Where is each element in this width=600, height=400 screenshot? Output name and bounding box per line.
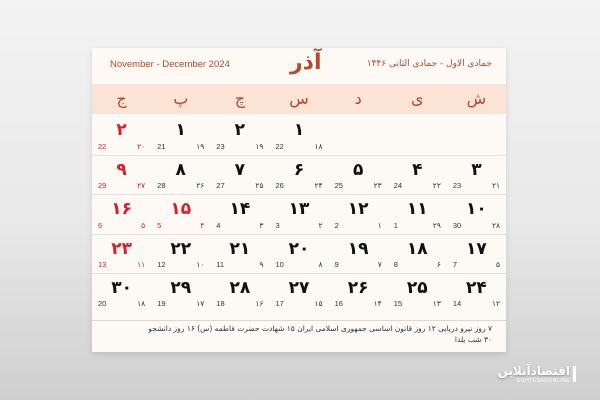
day-cell [151, 116, 210, 155]
day-cell [388, 194, 447, 233]
hijri-day-number: ۲۱ [491, 181, 500, 191]
day-cell [92, 155, 151, 194]
day-cell [329, 273, 388, 312]
persian-day-number: ۲۷ [288, 277, 310, 298]
persian-day-number: ۹ [116, 160, 127, 181]
calendar-header [92, 48, 506, 84]
gregorian-day-number: 7 [452, 259, 458, 269]
gregorian-day-number: 10 [275, 259, 284, 269]
hijri-day-number: ۱۰ [196, 259, 205, 269]
day-cell [151, 234, 210, 273]
day-cell [92, 273, 151, 312]
day-cell [269, 234, 328, 273]
hijri-day-number: ۶ [436, 259, 441, 269]
persian-day-number: ۳۰ [111, 277, 132, 298]
gregorian-day-number: 20 [98, 299, 107, 308]
persian-day-number: ۱۳ [288, 199, 310, 220]
gregorian-range: November - December 2024 [110, 59, 230, 70]
persian-day-number: ۲۰ [288, 238, 310, 259]
hijri-day-number: ۳ [259, 220, 264, 230]
persian-day-number: ۴ [412, 160, 423, 181]
hijri-day-number: ۵ [495, 259, 500, 269]
gregorian-day-number: 2 [334, 220, 339, 230]
gregorian-day-number: 3 [275, 220, 280, 230]
gregorian-day-number: 17 [275, 299, 284, 308]
calendar-card [92, 48, 506, 352]
hijri-day-number: ۲۴ [314, 181, 323, 191]
gregorian-day-number: 9 [334, 259, 339, 269]
weekday-label: پ [173, 89, 189, 108]
month-title: آذر [290, 50, 322, 75]
persian-day-number: ۱۸ [406, 238, 428, 259]
day-cell [447, 116, 506, 155]
day-cell [269, 194, 328, 233]
gregorian-day-number: 24 [393, 181, 403, 191]
persian-day-number: ۲۲ [170, 238, 192, 259]
hijri-day-number: ۲۵ [255, 181, 264, 191]
persian-day-number: ۱۲ [347, 199, 369, 220]
gregorian-day-number: 4 [216, 220, 221, 230]
hijri-day-number: ۹ [259, 259, 264, 269]
persian-day-number: ۲۹ [170, 277, 192, 298]
events-line: ۳۰ شب یلدا [454, 335, 492, 344]
day-cell [447, 155, 506, 194]
weekday-label: ی [411, 89, 424, 108]
persian-day-number: ۱ [293, 120, 305, 140]
gregorian-day-number: 21 [157, 142, 166, 152]
weekday-label: س [289, 89, 309, 108]
persian-day-number: ۱۷ [466, 238, 487, 259]
hijri-day-number: ۱۱ [137, 259, 146, 269]
persian-day-number: ۲۳ [111, 238, 132, 259]
persian-day-number: ۱۵ [170, 199, 192, 220]
hijri-day-number: ۱۸ [314, 142, 323, 152]
hijri-day-number: ۱۲ [491, 299, 500, 308]
weekday-label: ش [466, 89, 487, 108]
persian-day-number: ۲۸ [229, 277, 251, 298]
gregorian-day-number: 30 [452, 220, 462, 230]
hijri-day-number: ۱۳ [432, 299, 441, 308]
day-cell [447, 194, 506, 233]
gregorian-day-number: 6 [98, 220, 103, 230]
day-cell [388, 234, 447, 273]
hijri-range: جمادی الاول - جمادی الثانی ۱۴۴۶ [366, 59, 492, 69]
gregorian-day-number: 22 [98, 142, 107, 152]
persian-day-number: ۲۴ [466, 277, 487, 298]
day-cell [329, 194, 388, 233]
day-cell [151, 273, 210, 312]
weekday-label: ج [116, 89, 127, 108]
events-line: ۷ روز نیرو دریایی ۱۲ روز قانون اساسی جمهوری اسلامی ایران ۱۵ شهادت حضرت فاطمه (س) ۱۶ روز دانشجو [148, 324, 492, 333]
day-grid [92, 116, 506, 312]
logo-text: اقتصادآنلاین [497, 364, 570, 378]
day-cell [210, 234, 269, 273]
hijri-day-number: ۲۳ [373, 181, 382, 191]
logo-bar-icon [573, 366, 576, 382]
gregorian-day-number: 25 [334, 181, 343, 191]
persian-day-number: ۲۱ [229, 238, 251, 259]
day-cell [388, 155, 447, 194]
gregorian-day-number: 14 [452, 299, 462, 308]
brand-logo [460, 364, 570, 386]
hijri-day-number: ۱۴ [373, 299, 382, 308]
hijri-day-number: ۱ [377, 220, 382, 230]
day-cell [269, 155, 328, 194]
gregorian-day-number: 23 [216, 142, 225, 152]
gregorian-day-number: 1 [393, 220, 398, 230]
gregorian-day-number: 19 [157, 299, 166, 308]
hijri-day-number: ۲۶ [196, 181, 205, 191]
persian-day-number: ۱۶ [111, 199, 132, 220]
persian-day-number: ۵ [352, 160, 364, 181]
day-cell [210, 273, 269, 312]
gregorian-day-number: 11 [216, 259, 225, 269]
persian-day-number: ۲ [234, 120, 246, 140]
hijri-day-number: ۱۵ [314, 299, 323, 308]
gregorian-day-number: 27 [216, 181, 225, 191]
persian-day-number: ۶ [293, 160, 305, 181]
day-cell [151, 194, 210, 233]
hijri-day-number: ۱۸ [137, 299, 146, 308]
weekday-label: چ [234, 89, 246, 108]
persian-day-number: ۱۰ [466, 199, 487, 220]
gregorian-day-number: 12 [157, 259, 166, 269]
hijri-day-number: ۷ [377, 259, 382, 269]
day-cell [210, 155, 269, 194]
events-footer [92, 320, 506, 352]
hijri-day-number: ۱۷ [196, 299, 205, 308]
hijri-day-number: ۲۲ [432, 181, 441, 191]
day-cell [269, 116, 328, 155]
weekday-label: د [354, 89, 362, 108]
persian-day-number: ۷ [234, 160, 246, 181]
day-cell [329, 234, 388, 273]
persian-day-number: ۲ [116, 120, 127, 140]
gregorian-day-number: 23 [452, 181, 462, 191]
gregorian-day-number: 28 [157, 181, 166, 191]
day-cell [92, 116, 151, 155]
persian-day-number: ۸ [175, 160, 186, 181]
gregorian-day-number: 22 [275, 142, 284, 152]
gregorian-day-number: 26 [275, 181, 284, 191]
gregorian-day-number: 16 [334, 299, 343, 308]
weekday-row [92, 84, 506, 114]
persian-day-number: ۲۶ [347, 277, 369, 298]
hijri-day-number: ۱۹ [255, 142, 264, 152]
hijri-day-number: ۲۸ [491, 220, 500, 230]
hijri-day-number: ۲۷ [137, 181, 146, 191]
persian-day-number: ۲۵ [406, 277, 428, 298]
day-cell [447, 234, 506, 273]
day-cell [269, 273, 328, 312]
logo-subtext: EGHTESADONLINE [516, 378, 570, 384]
hijri-day-number: ۲۰ [137, 142, 146, 152]
day-cell [92, 234, 151, 273]
hijri-day-number: ۲۹ [432, 220, 441, 230]
day-cell [329, 155, 388, 194]
day-cell [329, 116, 388, 155]
day-cell [388, 116, 447, 155]
persian-day-number: ۱ [175, 120, 186, 140]
hijri-day-number: ۲ [318, 220, 323, 230]
day-cell [210, 194, 269, 233]
hijri-day-number: ۱۶ [255, 299, 264, 308]
hijri-day-number: ۱۹ [196, 142, 205, 152]
gregorian-day-number: 13 [98, 259, 107, 269]
day-cell [151, 155, 210, 194]
gregorian-day-number: 8 [393, 259, 398, 269]
persian-day-number: ۱۱ [406, 199, 428, 220]
day-cell [447, 273, 506, 312]
gregorian-day-number: 18 [216, 299, 225, 308]
persian-day-number: ۱۴ [229, 199, 251, 220]
day-cell [210, 116, 269, 155]
day-cell [388, 273, 447, 312]
hijri-day-number: ۸ [318, 259, 323, 269]
hijri-day-number: ۵ [141, 220, 146, 230]
gregorian-day-number: 29 [98, 181, 107, 191]
day-cell [92, 194, 151, 233]
gregorian-day-number: 5 [157, 220, 162, 230]
persian-day-number: ۱۹ [347, 238, 369, 259]
gregorian-day-number: 15 [393, 299, 403, 308]
hijri-day-number: ۴ [200, 220, 205, 230]
persian-day-number: ۳ [471, 160, 482, 181]
